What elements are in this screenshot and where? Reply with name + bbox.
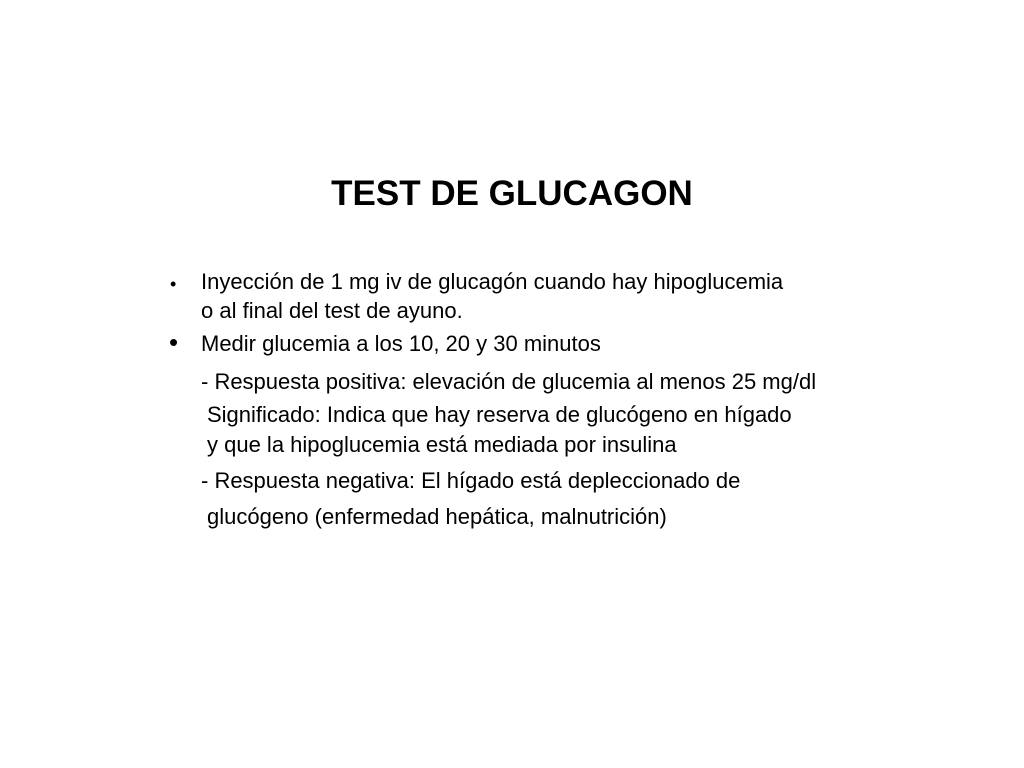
bullet-text: o al final del test de ayuno. (201, 298, 463, 323)
sub-line: glucógeno (enfermedad hepática, malnutrición) (207, 504, 667, 529)
sub-line: Significado: Indica que hay reserva de glucógeno en hígado (207, 402, 792, 427)
sub-line: - Respuesta positiva: elevación de glucemia al menos 25 mg/dl (201, 369, 817, 394)
bullet-marker: • (170, 274, 177, 294)
sub-line: - Respuesta negativa: El hígado está depleccionado de (201, 468, 741, 493)
bullet-marker: • (169, 327, 179, 357)
bullet-text: Medir glucemia a los 10, 20 y 30 minutos (201, 331, 601, 356)
slide-title: TEST DE GLUCAGON (331, 174, 693, 213)
bullet-text: Inyección de 1 mg iv de glucagón cuando hay hipoglucemia (201, 269, 784, 294)
sub-line: y que la hipoglucemia está mediada por insulina (207, 432, 677, 457)
